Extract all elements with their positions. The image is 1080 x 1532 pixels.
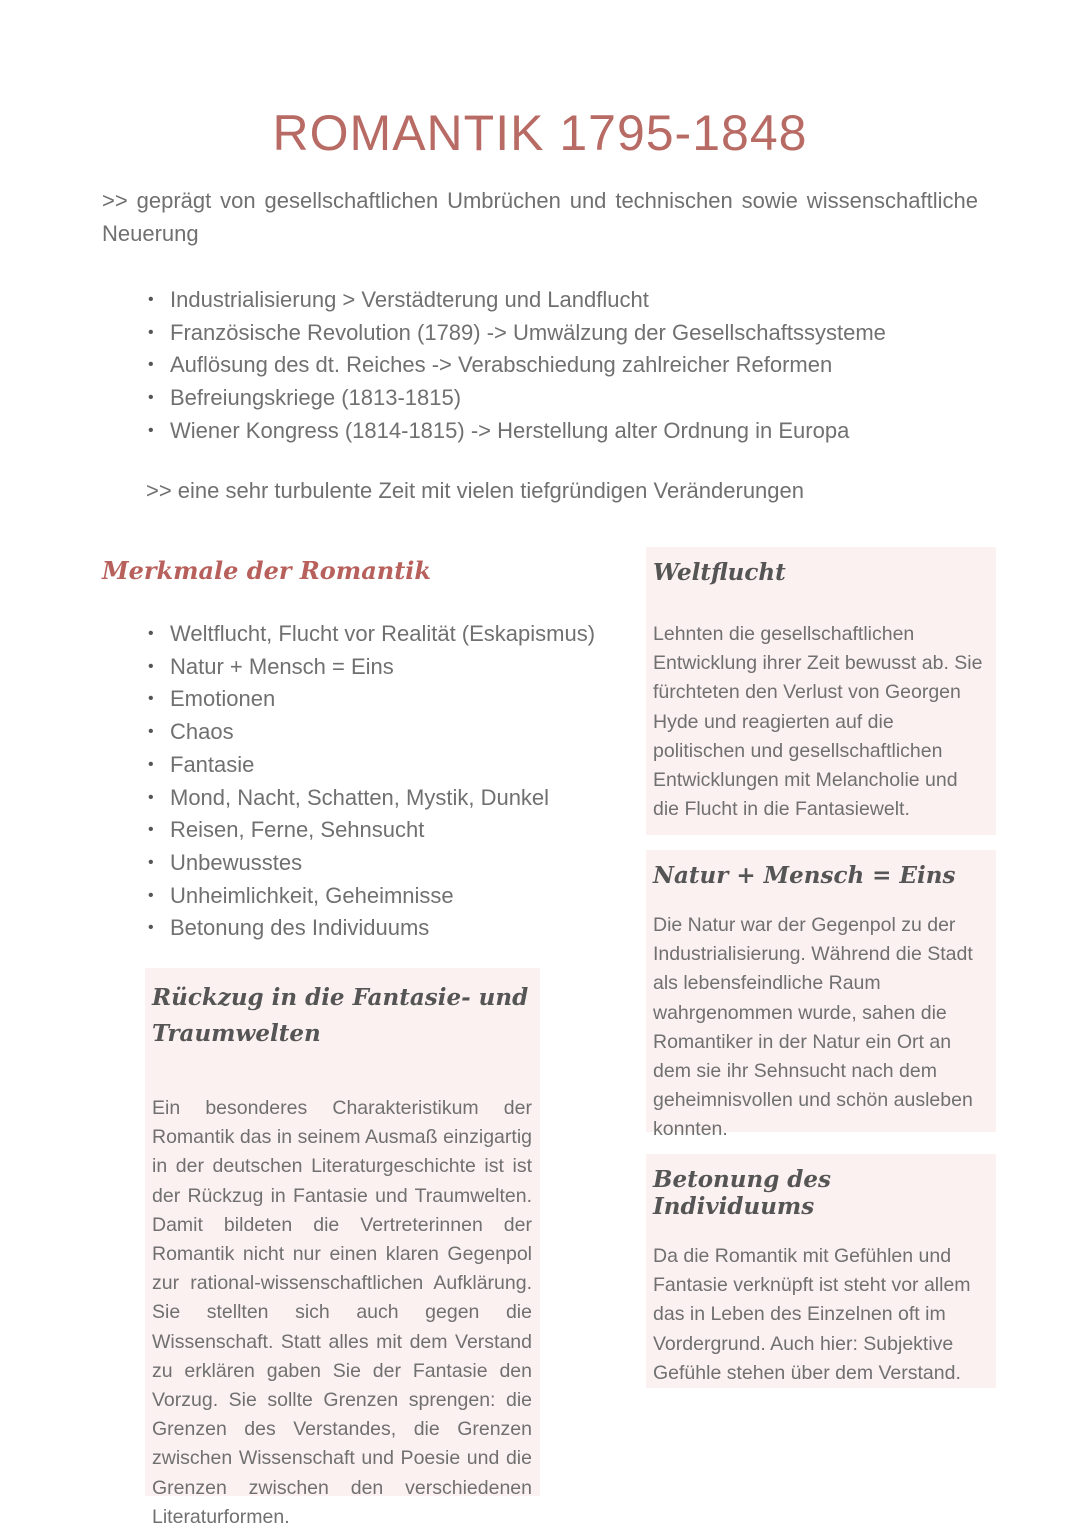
list-item: • Mond, Nacht, Schatten, Mystik, Dunkel <box>170 782 595 815</box>
box-text: Die Natur war der Gegenpol zu der Industrialisierung. Während die Stadt als lebensfeindliche Raum wahrgenommen wurde, sahen die Romantiker in der Natur ein Ort an dem sie ihr Sehnsucht nach dem geheimnisvollen und schön ausleben konnten. <box>653 914 973 1141</box>
list-item: • Reisen, Ferne, Sehnsucht <box>170 814 595 847</box>
list-item: • Industrialisierung > Verstädterung und Landflucht <box>170 284 886 317</box>
box-heading: Rückzug in die Fantasie- und Traumwelten <box>152 984 529 1047</box>
list-item: • Emotionen <box>170 683 595 716</box>
list-item: • Betonung des Individuums <box>170 912 595 945</box>
box-heading: Betonung des Individuums <box>653 1166 831 1220</box>
box-rueckzug <box>145 968 540 1528</box>
list-item: • Wiener Kongress (1814-1815) -> Herstellung alter Ordnung in Europa <box>170 415 886 448</box>
list-item: • Auflösung des dt. Reiches -> Verabschiedung zahlreicher Reformen <box>170 349 886 382</box>
features-list <box>170 618 595 945</box>
list-item: • Chaos <box>170 716 595 749</box>
summary-text: >> eine sehr turbulente Zeit mit vielen tiefgründigen Veränderungen <box>146 478 804 503</box>
box-weltflucht <box>646 547 996 835</box>
historical-events-list <box>170 284 886 448</box>
features-heading: Merkmale der Romantik <box>102 556 432 585</box>
page-title: ROMANTIK 1795-1848 <box>272 105 808 161</box>
list-item: • Französische Revolution (1789) -> Umwälzung der Gesellschaftssysteme <box>170 317 886 350</box>
list-item: • Unbewusstes <box>170 847 595 880</box>
intro-text: >> geprägt von gesellschaftlichen Umbrüchen und technischen sowie wissenschaftliche Neuerung <box>102 188 978 246</box>
list-item: • Unheimlichkeit, Geheimnisse <box>170 880 595 913</box>
list-item: • Fantasie <box>170 749 595 782</box>
box-individuum <box>646 1154 996 1388</box>
box-text: Da die Romantik mit Gefühlen und Fantasie verknüpft ist steht vor allem das in Leben des Einzelnen oft im Vordergrund. Auch hier: Subjektive Gefühle stehen über dem Verstand. <box>653 1245 971 1384</box>
list-item: • Weltflucht, Flucht vor Realität (Eskapismus) <box>170 618 595 651</box>
box-heading: Weltflucht <box>653 559 786 586</box>
box-text: Ein besonderes Charakteristikum der Romantik das in seinem Ausmaß einzigartig in der deutschen Literaturgeschichte ist ist der Rückzug in Fantasie und Traumwelten. Damit bildeten die Vertreterinnen der Romantik nicht nur einen klaren Gegenpol zur rational-wissenschaftlichen Aufklärung. Sie stellten sich auch gegen die Wissenschaft. Statt alles mit dem Verstand zu erklären gaben Sie der Fantasie den Vorzug. Sie sollte Grenzen sprengen: die Grenzen des Verstandes, die Grenzen zwischen Wissenschaft und Poesie und die Grenzen zwischen den verschiedenen Literaturformen. <box>152 1097 532 1528</box>
list-item: • Natur + Mensch = Eins <box>170 651 595 684</box>
box-heading: Natur + Mensch = Eins <box>653 862 956 889</box>
box-natur <box>646 850 996 1141</box>
box-text: Lehnten die gesellschaftlichen Entwicklung ihrer Zeit bewusst ab. Sie fürchteten den Verlust von Georgen Hyde und reagierten auf die politischen und gesellschaftlichen Entwicklungen mit Melancholie und die Flucht in die Fantasiewelt. <box>653 623 983 821</box>
list-item: • Befreiungskriege (1813-1815) <box>170 382 886 415</box>
